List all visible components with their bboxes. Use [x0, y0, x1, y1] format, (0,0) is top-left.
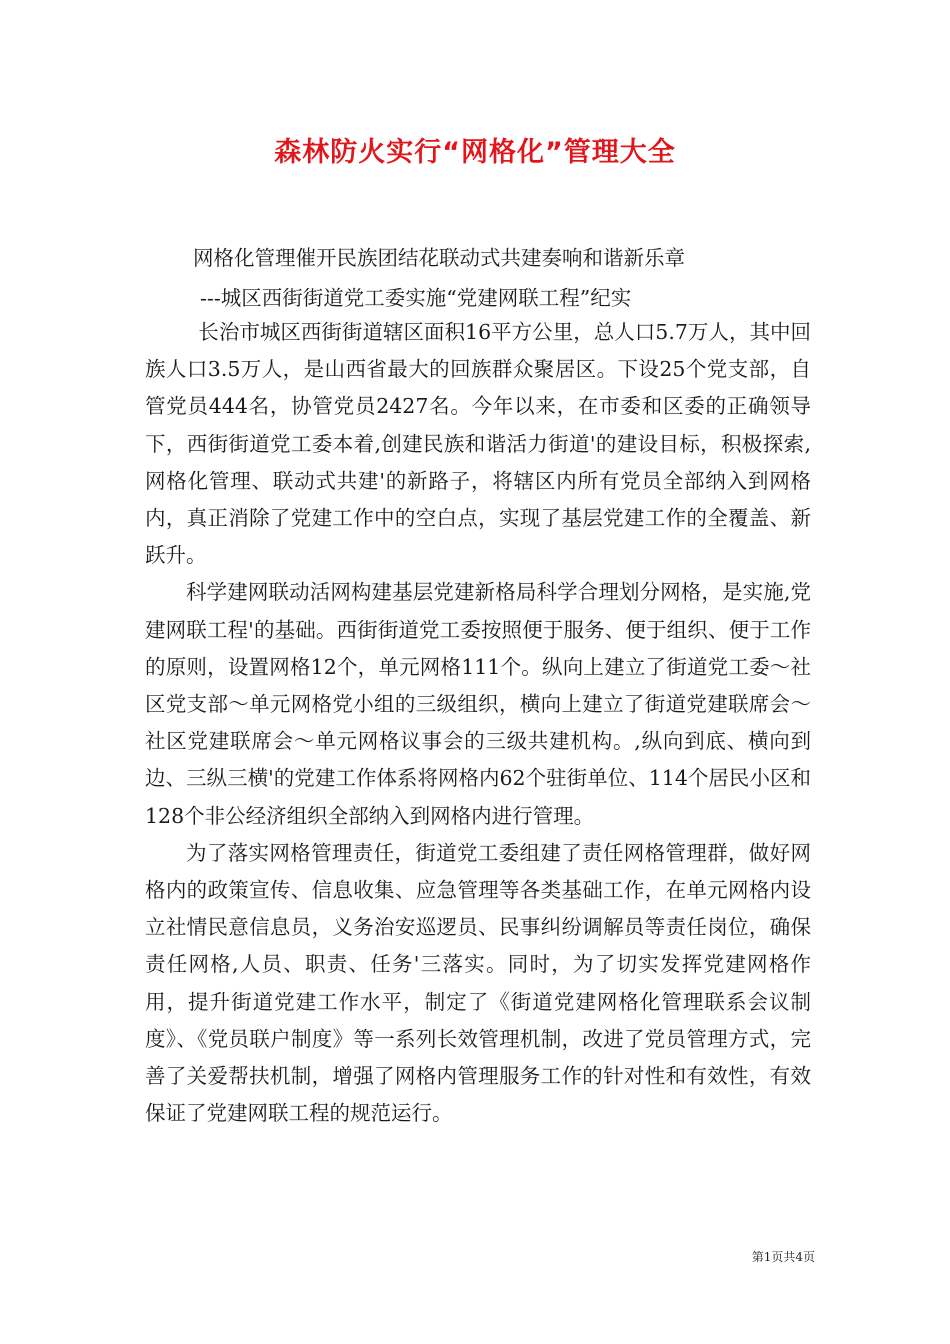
- subtitle-line-1: 网格化管理催开民族团结花联动式共建奏响和谐新乐章: [193, 246, 685, 270]
- document-body: [145, 314, 811, 1132]
- paragraph-1: 长治市城区西街街道辖区面积16平方公里，总人口5.7万人，其中回族人口3.5万人，是山西省最大的回族群众聚居区。下设25个党支部，自管党员444名，协管党员2427名。今年以来，在市委和区委的正确领导下，西街街道党工委本着,创建民族和谐活力街道'的建设目标，积极探索,网格化管理、联动式共建'的新路子，将辖区内所有党员全部纳入到网格内，真正消除了党建工作中的空白点，实现了基层党建工作的全覆盖、新跃升。: [145, 320, 811, 568]
- paragraph-2: 科学建网联动活网构建基层党建新格局科学合理划分网格，是实施,党建网联工程'的基础。西街街道党工委按照便于服务、便于组织、便于工作的原则，设置网格12个，单元网格111个。纵向上建立了街道党工委～社区党支部～单元网格党小组的三级组织，横向上建立了街道党建联席会～社区党建联席会～单元网格议事会的三级共建机构。,纵向到底、横向到边、三纵三横'的党建工作体系将网格内62个驻街单位、114个居民小区和128个非公经济组织全部纳入到网格内进行管理。: [145, 580, 811, 828]
- paragraph-3: 为了落实网格管理责任，街道党工委组建了责任网格管理群，做好网格内的政策宣传、信息收集、应急管理等各类基础工作，在单元网格内设立社情民意信息员，义务治安巡逻员、民事纠纷调解员等责任岗位，确保责任网格,人员、职责、任务'三落实。同时，为了切实发挥党建网格作用，提升街道党建工作水平，制定了《街道党建网格化管理联系会议制度》、《党员联户制度》等一系列长效管理机制，改进了党员管理方式，完善了关爱帮扶机制，增强了网格内管理服务工作的针对性和有效性，有效保证了党建网联工程的规范运行。: [145, 840, 811, 1126]
- page-indicator: 第1页共4页: [751, 1250, 815, 1264]
- document-title: 森林防火实行“网格化”管理大全: [274, 137, 676, 168]
- subtitle-line-2: ---城区西街街道党工委实施“党建网联工程”纪实: [200, 286, 632, 310]
